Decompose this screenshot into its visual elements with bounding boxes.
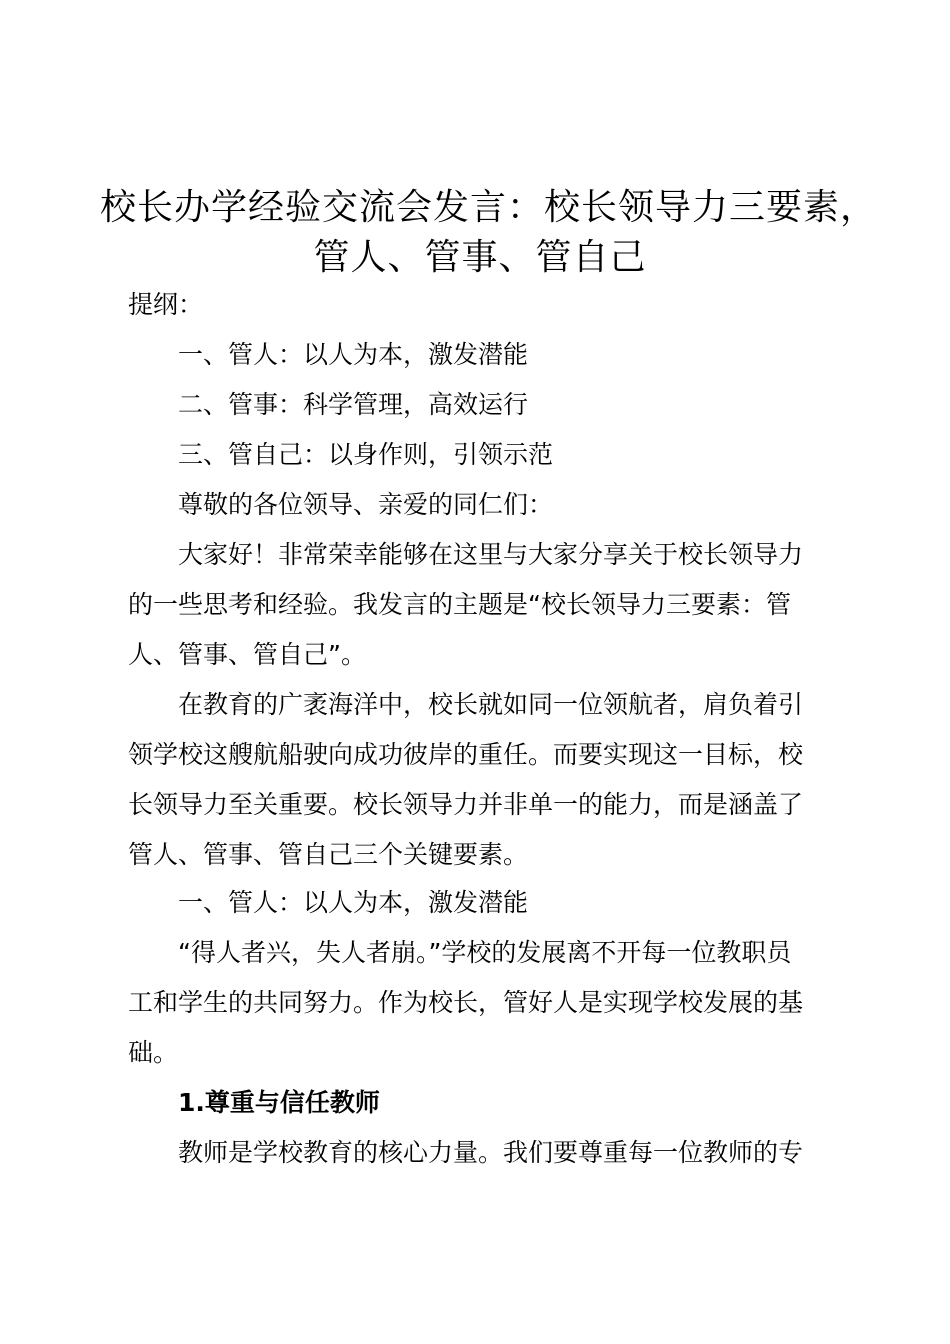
paragraph-3-line-1: “得人者兴，失人者崩。”学校的发展离不开每一位教职员 xyxy=(178,938,792,967)
outline-label: 提纲： xyxy=(128,290,204,319)
section-1-heading: 一、管人：以人为本，激发潜能 xyxy=(178,888,529,917)
document-title-line-1: 校长办学经验交流会发言：校长领导力三要素， xyxy=(100,187,878,228)
paragraph-1-line-3: 人、管事、管自己”。 xyxy=(128,640,366,669)
paragraph-2-line-1: 在教育的广袤海洋中，校长就如同一位领航者，肩负着引 xyxy=(178,690,804,719)
greeting: 尊敬的各位领导、亲爱的同仁们： xyxy=(178,490,554,519)
paragraph-2-line-3: 长领导力至关重要。校长领导力并非单一的能力，而是涵盖了 xyxy=(128,790,804,819)
paragraph-1-line-1: 大家好！非常荣幸能够在这里与大家分享关于校长领导力 xyxy=(178,540,804,569)
outline-item-2: 二、管事：科学管理，高效运行 xyxy=(178,390,529,419)
paragraph-4-line-1: 教师是学校教育的核心力量。我们要尊重每一位教师的专 xyxy=(178,1138,804,1167)
paragraph-2-line-2: 领学校这艘航船驶向成功彼岸的重任。而要实现这一目标，校 xyxy=(128,740,804,769)
paragraph-3-line-2: 工和学生的共同努力。作为校长，管好人是实现学校发展的基 xyxy=(128,988,804,1017)
paragraph-3-line-3: 础。 xyxy=(128,1038,179,1067)
document-title-line-2: 管人、管事、管自己 xyxy=(313,237,647,278)
subheading-1: 1.尊重与信任教师 xyxy=(178,1088,380,1117)
outline-item-1: 一、管人：以人为本，激发潜能 xyxy=(178,340,529,369)
paragraph-2-line-4: 管人、管事、管自己三个关键要素。 xyxy=(128,840,529,869)
outline-item-3: 三、管自己：以身作则，引领示范 xyxy=(178,440,554,469)
paragraph-1-line-2: 的一些思考和经验。我发言的主题是“校长领导力三要素：管 xyxy=(128,590,791,619)
